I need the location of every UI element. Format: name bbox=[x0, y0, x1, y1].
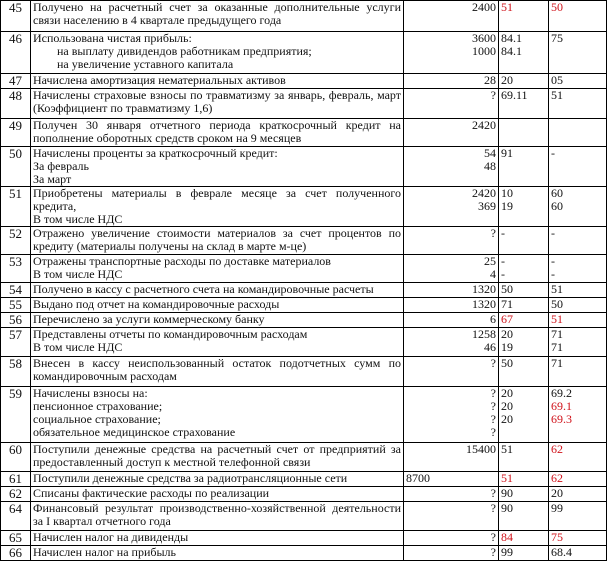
table-row bbox=[1, 442, 607, 471]
debit-value: 71 bbox=[501, 297, 513, 311]
row-number-text: 46 bbox=[9, 31, 22, 46]
row-number-text: 53 bbox=[9, 254, 22, 269]
row-number-text: 62 bbox=[9, 486, 22, 502]
row-number bbox=[1, 531, 31, 546]
row-number bbox=[1, 32, 31, 74]
operation-description bbox=[31, 356, 404, 386]
row-number bbox=[1, 487, 31, 502]
row-number bbox=[1, 89, 31, 119]
description-line: Приобретены материалы в феврале месяце за счет полученного кредита, bbox=[33, 186, 401, 213]
amount-value: 4 bbox=[490, 266, 496, 281]
credit-value: 50 bbox=[551, 297, 563, 311]
row-number bbox=[1, 356, 31, 386]
credit-account bbox=[549, 119, 607, 147]
debit-account bbox=[499, 386, 549, 442]
amount bbox=[404, 187, 499, 227]
amount-value: 2400 bbox=[472, 0, 496, 14]
credit-value: 69.2 bbox=[551, 386, 572, 400]
row-number-text: 48 bbox=[9, 88, 22, 104]
row-number-text: 49 bbox=[9, 118, 22, 134]
table-row bbox=[1, 74, 607, 89]
amount bbox=[404, 297, 499, 312]
amount-value: 1258 bbox=[472, 327, 496, 341]
table-row bbox=[1, 502, 607, 531]
credit-value: 62 bbox=[551, 471, 563, 485]
amount-value: 46 bbox=[484, 339, 496, 354]
row-number bbox=[1, 1, 31, 32]
amount-value: 3600 bbox=[472, 31, 496, 45]
table-row bbox=[1, 254, 607, 282]
debit-value: 20 bbox=[501, 398, 513, 413]
amount bbox=[404, 147, 499, 187]
table-row bbox=[1, 386, 607, 442]
description-line: пенсионное страхование; bbox=[33, 398, 163, 413]
amount-value: ? bbox=[490, 88, 496, 103]
amount-value: ? bbox=[490, 545, 496, 560]
operation-description bbox=[31, 546, 404, 561]
debit-account bbox=[499, 502, 549, 531]
debit-account bbox=[499, 254, 549, 282]
amount-value: 8700 bbox=[406, 471, 430, 485]
description-line: социальное страхование; bbox=[33, 411, 161, 426]
operation-description bbox=[31, 312, 404, 327]
row-number-text: 66 bbox=[9, 545, 22, 561]
credit-value: 69.1 bbox=[551, 398, 572, 413]
row-number bbox=[1, 502, 31, 531]
debit-value: - bbox=[501, 254, 505, 268]
debit-value: 69.11 bbox=[501, 88, 528, 103]
operation-description bbox=[31, 119, 404, 147]
table-row bbox=[1, 1, 607, 32]
operation-description bbox=[31, 89, 404, 119]
credit-value: 99 bbox=[551, 501, 563, 516]
debit-value: 90 bbox=[501, 501, 513, 516]
amount bbox=[404, 502, 499, 531]
amount-value: 369 bbox=[478, 198, 496, 213]
amount-value: 1320 bbox=[472, 297, 496, 311]
row-number-text: 55 bbox=[9, 297, 22, 312]
debit-value: 51 bbox=[501, 442, 513, 456]
credit-account bbox=[549, 312, 607, 327]
credit-value: 71 bbox=[551, 327, 563, 341]
debit-value: 84 bbox=[501, 530, 513, 545]
amount-value: ? bbox=[490, 398, 496, 413]
description-line: За февраль bbox=[33, 158, 89, 173]
description-line: Представлены отчеты по командировочным расходам bbox=[33, 327, 308, 341]
description-line: В том числе НДС bbox=[33, 211, 123, 226]
debit-account bbox=[499, 312, 549, 327]
table-row bbox=[1, 546, 607, 561]
description-line: Начислен налог на дивиденды bbox=[33, 530, 189, 545]
credit-account bbox=[549, 546, 607, 561]
debit-value: 84.1 bbox=[501, 31, 522, 45]
credit-account bbox=[549, 531, 607, 546]
credit-value: 71 bbox=[551, 339, 563, 354]
debit-value: 19 bbox=[501, 198, 513, 213]
amount bbox=[404, 119, 499, 147]
debit-account bbox=[499, 356, 549, 386]
amount-value: 1320 bbox=[472, 282, 496, 296]
credit-account bbox=[549, 327, 607, 356]
table-row bbox=[1, 471, 607, 486]
credit-account bbox=[549, 254, 607, 282]
table-row bbox=[1, 32, 607, 74]
operation-description bbox=[31, 32, 404, 74]
amount bbox=[404, 312, 499, 327]
debit-account bbox=[499, 187, 549, 227]
operation-description bbox=[31, 442, 404, 471]
operation-description bbox=[31, 531, 404, 546]
debit-account bbox=[499, 546, 549, 561]
table-row bbox=[1, 356, 607, 386]
row-number-text: 57 bbox=[9, 327, 22, 342]
table-row bbox=[1, 312, 607, 327]
description-line: Получен 30 января отчетного периода краткосрочный кредит на пополнение оборотных средств сроком на 9 месяцев bbox=[33, 118, 401, 145]
amount-value: ? bbox=[490, 530, 496, 545]
debit-account bbox=[499, 487, 549, 502]
credit-value: 51 bbox=[551, 282, 563, 296]
table-row bbox=[1, 226, 607, 254]
description-line: на увеличение уставного капитала bbox=[57, 56, 234, 71]
operation-description bbox=[31, 147, 404, 187]
table-row bbox=[1, 327, 607, 356]
operation-description bbox=[31, 386, 404, 442]
credit-value: - bbox=[551, 266, 555, 281]
description-line: на выплату дивидендов работникам предприятия; bbox=[57, 43, 312, 58]
operation-description bbox=[31, 487, 404, 502]
row-number bbox=[1, 147, 31, 187]
amount bbox=[404, 487, 499, 502]
amount-value: 48 bbox=[484, 158, 496, 173]
debit-account bbox=[499, 471, 549, 486]
row-number bbox=[1, 386, 31, 442]
debit-value: 84.1 bbox=[501, 43, 522, 58]
credit-account bbox=[549, 356, 607, 386]
amount bbox=[404, 471, 499, 486]
credit-account bbox=[549, 386, 607, 442]
description-line: Отражены транспортные расходы по доставке материалов bbox=[33, 254, 331, 268]
debit-account bbox=[499, 1, 549, 32]
amount bbox=[404, 442, 499, 471]
credit-account bbox=[549, 89, 607, 119]
operation-description bbox=[31, 297, 404, 312]
operation-description bbox=[31, 226, 404, 254]
row-number-text: 58 bbox=[9, 356, 22, 371]
row-number bbox=[1, 312, 31, 327]
debit-value: 99 bbox=[501, 545, 513, 560]
amount bbox=[404, 32, 499, 74]
row-number bbox=[1, 119, 31, 147]
description-line: обязательное медицинское страхование bbox=[33, 424, 236, 439]
row-number-text: 52 bbox=[9, 226, 22, 241]
debit-value: - bbox=[501, 266, 505, 281]
credit-account bbox=[549, 442, 607, 471]
amount bbox=[404, 531, 499, 546]
debit-account bbox=[499, 89, 549, 119]
transactions-body bbox=[1, 1, 607, 561]
amount bbox=[404, 282, 499, 297]
operation-description bbox=[31, 254, 404, 282]
credit-account bbox=[549, 187, 607, 227]
row-number bbox=[1, 297, 31, 312]
description-line: Отражено увеличение стоимости материалов за счет процентов по кредиту (материалы получены на склад в марте м-це) bbox=[33, 226, 401, 253]
amount bbox=[404, 254, 499, 282]
row-number-text: 61 bbox=[9, 471, 22, 486]
debit-account bbox=[499, 226, 549, 254]
debit-account bbox=[499, 282, 549, 297]
description-line: Использована чистая прибыль: bbox=[33, 31, 192, 45]
row-number-text: 54 bbox=[9, 282, 22, 297]
amount bbox=[404, 546, 499, 561]
row-number-text: 56 bbox=[9, 312, 22, 327]
credit-account bbox=[549, 74, 607, 89]
debit-account bbox=[499, 32, 549, 74]
amount bbox=[404, 1, 499, 32]
description-line: В том числе НДС bbox=[33, 266, 123, 281]
amount-value: 15400 bbox=[466, 442, 496, 456]
table-row bbox=[1, 531, 607, 546]
credit-value: 75 bbox=[551, 530, 563, 545]
debit-account bbox=[499, 119, 549, 147]
amount-value: 2420 bbox=[472, 118, 496, 133]
amount-value: ? bbox=[490, 424, 496, 439]
credit-value: 69.3 bbox=[551, 411, 572, 426]
amount bbox=[404, 386, 499, 442]
row-number bbox=[1, 471, 31, 486]
amount-value: 25 bbox=[484, 254, 496, 268]
table-row bbox=[1, 119, 607, 147]
table-row bbox=[1, 147, 607, 187]
row-number bbox=[1, 226, 31, 254]
operation-description bbox=[31, 282, 404, 297]
description-line: Начислены взносы на: bbox=[33, 386, 148, 400]
credit-account bbox=[549, 297, 607, 312]
debit-value: 51 bbox=[501, 0, 513, 14]
credit-account bbox=[549, 226, 607, 254]
operation-description bbox=[31, 471, 404, 486]
operation-description bbox=[31, 187, 404, 227]
amount-value: ? bbox=[490, 501, 496, 516]
credit-value: 05 bbox=[551, 73, 563, 87]
debit-account bbox=[499, 442, 549, 471]
credit-value: 20 bbox=[551, 486, 563, 501]
credit-value: 71 bbox=[551, 356, 563, 370]
debit-value: 91 bbox=[501, 146, 513, 161]
credit-account bbox=[549, 147, 607, 187]
credit-value: - bbox=[551, 254, 555, 268]
operation-description bbox=[31, 1, 404, 32]
row-number bbox=[1, 187, 31, 227]
credit-value: 60 bbox=[551, 186, 563, 201]
credit-account bbox=[549, 487, 607, 502]
amount-value: 6 bbox=[490, 312, 496, 326]
row-number-text: 45 bbox=[9, 0, 22, 15]
amount-value: 2420 bbox=[472, 186, 496, 201]
row-number-text: 50 bbox=[9, 146, 22, 162]
debit-value: 20 bbox=[501, 386, 513, 400]
debit-value: 20 bbox=[501, 327, 513, 341]
row-number bbox=[1, 442, 31, 471]
amount-value: ? bbox=[490, 226, 496, 240]
row-number-text: 60 bbox=[9, 442, 22, 457]
row-number-text: 47 bbox=[9, 73, 22, 88]
amount-value: ? bbox=[490, 411, 496, 426]
debit-account bbox=[499, 531, 549, 546]
credit-value: 75 bbox=[551, 31, 563, 45]
operation-description bbox=[31, 327, 404, 356]
description-line: В том числе НДС bbox=[33, 339, 123, 354]
debit-value: 19 bbox=[501, 339, 513, 354]
description-line: Выдано под отчет на командировочные расходы bbox=[33, 297, 280, 311]
row-number-text: 65 bbox=[9, 530, 22, 546]
row-number-text: 64 bbox=[9, 501, 22, 517]
row-number bbox=[1, 282, 31, 297]
debit-value: 67 bbox=[501, 312, 513, 326]
description-line: Поступили денежные средства на расчетный счет от предприятий за предоставленный доступ к местной телефонной связи bbox=[33, 442, 401, 469]
credit-account bbox=[549, 471, 607, 486]
description-line: Списаны фактические расходы по реализации bbox=[33, 486, 270, 501]
description-line: Поступили денежные средства за радиотрансляционные сети bbox=[33, 471, 348, 485]
debit-value: - bbox=[501, 226, 505, 240]
amount-value: 54 bbox=[484, 146, 496, 161]
row-number bbox=[1, 254, 31, 282]
description-line: Начислены страховые взносы по травматизму за январь, февраль, март (Коэффициент по травматизму 1,6) bbox=[33, 88, 401, 115]
debit-value: 50 bbox=[501, 356, 513, 370]
debit-account bbox=[499, 327, 549, 356]
debit-account bbox=[499, 147, 549, 187]
amount bbox=[404, 356, 499, 386]
debit-value: 20 bbox=[501, 73, 513, 87]
row-number bbox=[1, 546, 31, 561]
amount-value: ? bbox=[490, 386, 496, 400]
description-line: Внесен в кассу неиспользованный остаток подотчетных сумм по командировочным расходам bbox=[33, 356, 401, 383]
description-line: Перечислено за услуги коммерческому банку bbox=[33, 312, 265, 326]
description-line: Получено на расчетный счет за оказанные дополнительные услуги связи населению в 4 квартале предыдущего года bbox=[33, 0, 401, 27]
amount-value: 1000 bbox=[472, 43, 496, 58]
operation-description bbox=[31, 74, 404, 89]
credit-account bbox=[549, 282, 607, 297]
debit-account bbox=[499, 74, 549, 89]
amount bbox=[404, 327, 499, 356]
amount bbox=[404, 89, 499, 119]
row-number bbox=[1, 327, 31, 356]
amount bbox=[404, 74, 499, 89]
amount-value: ? bbox=[490, 356, 496, 370]
credit-account bbox=[549, 502, 607, 531]
row-number bbox=[1, 74, 31, 89]
credit-account bbox=[549, 1, 607, 32]
credit-account bbox=[549, 32, 607, 74]
description-line: Финансовый результат производственно-хозяйственной деятельности за I квартал отчетного года bbox=[33, 501, 401, 528]
row-number-text: 51 bbox=[9, 186, 22, 202]
table-row bbox=[1, 487, 607, 502]
debit-value: 50 bbox=[501, 282, 513, 296]
debit-value: 20 bbox=[501, 411, 513, 426]
amount-value: ? bbox=[490, 486, 496, 501]
operation-description bbox=[31, 502, 404, 531]
amount bbox=[404, 226, 499, 254]
description-line: Начислен налог на прибыль bbox=[33, 545, 177, 560]
table-row bbox=[1, 89, 607, 119]
credit-value: 50 bbox=[551, 0, 563, 14]
description-line: За март bbox=[33, 171, 72, 186]
credit-value: 51 bbox=[551, 88, 563, 103]
description-line: Начислена амортизация нематериальных активов bbox=[33, 73, 286, 87]
description-line: Начислены проценты за краткосрочный кредит: bbox=[33, 146, 278, 161]
description-line: Получено в кассу с расчетного счета на командировочные расчеты bbox=[33, 282, 374, 296]
table-row bbox=[1, 297, 607, 312]
debit-value: 90 bbox=[501, 486, 513, 501]
debit-value: 10 bbox=[501, 186, 513, 201]
row-number-text: 59 bbox=[9, 386, 22, 401]
table-row bbox=[1, 187, 607, 227]
table-row bbox=[1, 282, 607, 297]
credit-value: 62 bbox=[551, 442, 563, 456]
debit-value: 51 bbox=[501, 471, 513, 485]
credit-value: 60 bbox=[551, 198, 563, 213]
credit-value: 51 bbox=[551, 312, 563, 326]
credit-value: - bbox=[551, 226, 555, 240]
credit-value: - bbox=[551, 146, 555, 161]
debit-account bbox=[499, 297, 549, 312]
amount-value: 28 bbox=[484, 73, 496, 87]
credit-value: 68.4 bbox=[551, 545, 572, 560]
